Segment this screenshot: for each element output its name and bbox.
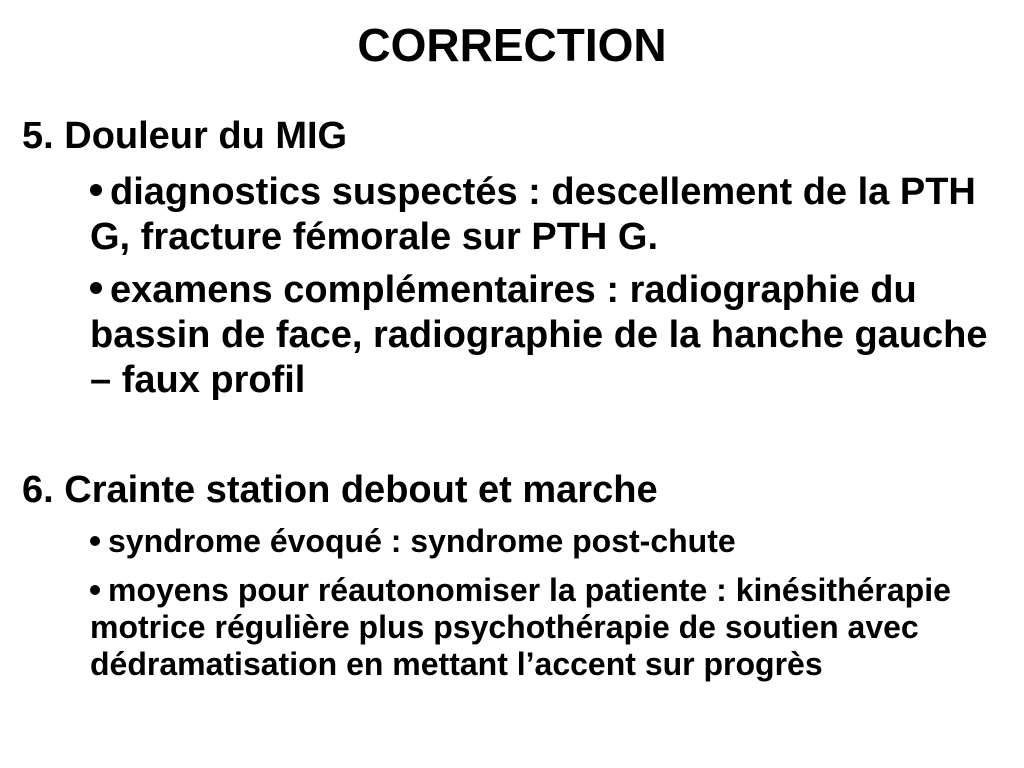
bullet-diagnostics xyxy=(90,170,1015,260)
section-heading-6: 6. Crainte station debout et marche xyxy=(22,469,658,511)
page-title: CORRECTION xyxy=(357,19,667,71)
bullet-dot-icon xyxy=(90,184,102,196)
bullet-dot-icon xyxy=(90,585,100,595)
bullet-text: syndrome évoqué : syndrome post-chute xyxy=(108,523,736,559)
bullet-text: diagnostics suspectés : descellement de la PTH G, fracture fémorale sur PTH G. xyxy=(90,171,976,258)
bullet-examens xyxy=(90,268,1015,403)
bullet-text: moyens pour réautonomiser la patiente : kinésithérapie motrice régulière plus psychothérapie de soutien avec dédramatisation en mettant l’accent sur progrès xyxy=(90,572,951,682)
bullet-text: examens complémentaires : radiographie du bassin de face, radiographie de la hanche gauche – faux profil xyxy=(90,269,988,401)
bullet-dot-icon xyxy=(90,536,100,546)
bullet-dot-icon xyxy=(90,282,102,294)
bullet-moyens xyxy=(90,572,1015,683)
bullet-syndrome xyxy=(90,523,1015,560)
section-heading-5: 5. Douleur du MIG xyxy=(22,115,348,157)
